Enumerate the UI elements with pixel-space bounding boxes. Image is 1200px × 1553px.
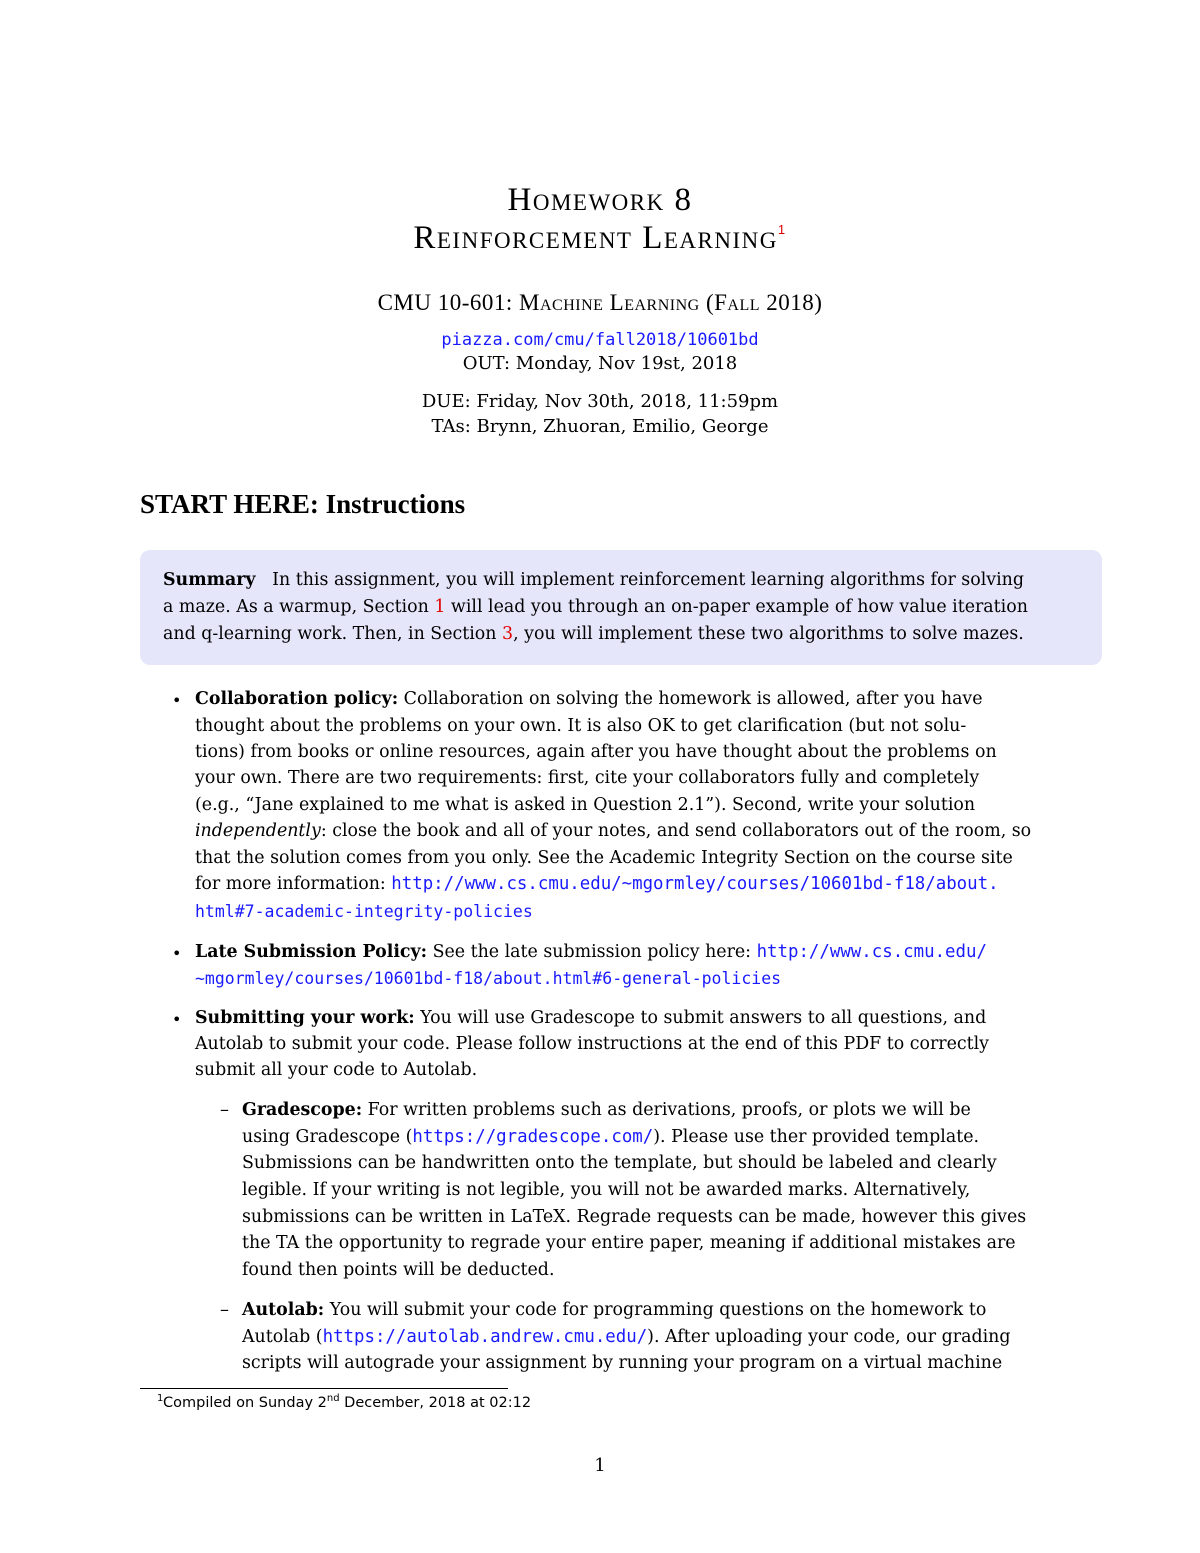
course-name: CMU 10-601: Machine Learning (Fall 2018) (377, 290, 823, 315)
gradescope-link[interactable]: https://gradescope.com/ (412, 1127, 654, 1147)
footnote-mark: 1 (157, 1393, 164, 1404)
collab-line-8: for more information: http://www.cs.cmu.edu/~mgormley/courses/10601bd-f18/about. (195, 874, 999, 894)
autolab-link[interactable]: https://autolab.andrew.cmu.edu/ (322, 1327, 648, 1347)
dash-gradescope: – (220, 1099, 229, 1120)
footnote-ref[interactable]: 1 (777, 222, 787, 237)
collab-line-7: that the solution comes from you only. See the Academic Integrity Section on the course site (195, 848, 1013, 868)
collab-line-3: tions) from books or online resources, again after you have thought about the problems on (195, 742, 997, 762)
collab-line-2: thought about the problems on your own. It is also OK to get clarification (but not solu- (195, 716, 967, 736)
gradescope-line-7: found then points will be deducted. (242, 1260, 555, 1280)
summary-line-2: a maze. As a warmup, Section 1 will lead you through an on-paper example of how value iteration (163, 597, 1028, 617)
autolab-line-1: Autolab: You will submit your code for programming questions on the homework to (242, 1300, 987, 1320)
due-date: DUE: Friday, Nov 30th, 2018, 11:59pm (421, 391, 779, 412)
submit-line-2: Autolab to submit your code. Please follow instructions at the end of this PDF to correctly (195, 1034, 989, 1054)
footnote-rule (140, 1388, 508, 1389)
homework-subtitle: Reinforcement Learning$^1$ (413, 220, 787, 256)
bullet-submit: • (172, 1010, 182, 1029)
tas-list: TAs: Brynn, Zhuoran, Emilio, George (431, 416, 769, 437)
gradescope-line-2: using Gradescope (https://gradescope.com/). Please use ther provided template. (242, 1127, 980, 1147)
section-ref-3[interactable]: 3 (502, 624, 514, 644)
gradescope-line-6: the TA the opportunity to regrade your entire paper, meaning if additional mistakes are (242, 1233, 1016, 1253)
dash-autolab: – (220, 1299, 229, 1320)
collab-line-4: your own. There are two requirements: first, cite your collaborators fully and completely (195, 768, 980, 788)
autolab-line-2: Autolab (https://autolab.andrew.cmu.edu/). After uploading your code, our grading (242, 1327, 1011, 1347)
page-number: 1 (594, 1455, 606, 1476)
bullet-collab: • (172, 691, 182, 710)
autolab-line-3: scripts will autograde your assignment by running your program on a virtual machine (242, 1353, 1003, 1373)
gradescope-line-5: submissions can be written in LaTeX. Regrade requests can be made, however this gives (242, 1207, 1027, 1227)
summary-line-3: and q-learning work. Then, in Section 3, you will implement these two algorithms to solve mazes. (163, 624, 1024, 644)
submit-line-1: Submitting your work: You will use Gradescope to submit answers to all questions, and (195, 1008, 987, 1028)
bullet-late: • (172, 944, 182, 963)
footnote-text: Compiled on Sunday 2nd December, 2018 at 02:12 (163, 1393, 532, 1411)
academic-integrity-link-cont[interactable]: html#7-academic-integrity-policies (195, 902, 533, 921)
late-policy-link[interactable]: http://www.cs.cmu.edu/ (756, 942, 987, 962)
academic-integrity-link[interactable]: http://www.cs.cmu.edu/~mgormley/courses/10601bd-f18/about. (391, 874, 999, 894)
gradescope-line-4: legible. If your writing is not legible, you will not be awarded marks. Alternatively, (242, 1180, 971, 1200)
section-ref-1[interactable]: 1 (434, 597, 446, 617)
piazza-link[interactable]: piazza.com/cmu/fall2018/10601bd (441, 330, 759, 350)
gradescope-line-1: Gradescope: For written problems such as derivations, proofs, or plots we will be (242, 1100, 971, 1120)
section-heading: START HERE: Instructions (140, 489, 466, 519)
submit-line-3: submit all your code to Autolab. (195, 1060, 478, 1080)
homework-title: Homework 8 (507, 182, 693, 218)
collab-line-6: independently: close the book and all of your notes, and send collaborators out of the room, so (195, 821, 1032, 841)
late-line-1: Late Submission Policy: See the late submission policy here: http://www.cs.cmu.edu/ (195, 942, 987, 962)
gradescope-line-3: Submissions can be handwritten onto the template, but should be labeled and clearly (242, 1153, 997, 1173)
late-policy-link-cont[interactable]: ~mgormley/courses/10601bd-f18/about.html#6-general-policies (195, 969, 782, 988)
out-date: OUT: Monday, Nov 19st, 2018 (462, 353, 738, 374)
summary-line-1: Summary In this assignment, you will implement reinforcement learning algorithms for solving (163, 570, 1024, 590)
collab-line-5: (e.g., “Jane explained to me what is asked in Question 2.1”). Second, write your solution (195, 795, 976, 815)
collab-line-1: Collaboration policy: Collaboration on solving the homework is allowed, after you have (195, 689, 983, 709)
